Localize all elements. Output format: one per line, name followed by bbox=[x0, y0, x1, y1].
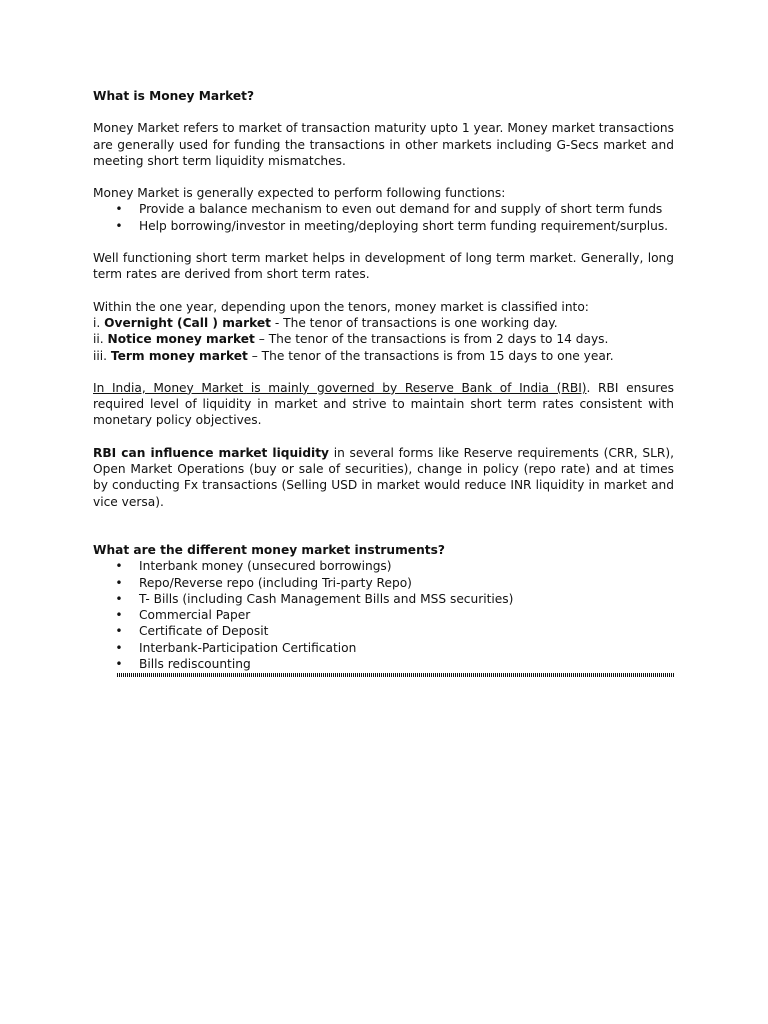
list-item: • Repo/Reverse repo (including Tri-party Repo) bbox=[115, 575, 412, 590]
list-item: • Bills rediscounting bbox=[115, 657, 251, 672]
paragraph-rbi-liquidity: RBI can influence market liquidity in several forms like Reserve requirements (CRR, SLR), Open Market Operations (buy or sale of securities), change in policy (repo rate) and at times by conducting Fx transactions (Selling USD in market would reduce INR liquidity in market and vice versa). bbox=[93, 445, 674, 509]
bullet-icon: • bbox=[115, 218, 123, 233]
list-item: • Interbank money (unsecured borrowings) bbox=[115, 559, 392, 574]
classification-item: i. Overnight (Call ) market - The tenor of transactions is one working day. bbox=[93, 315, 558, 330]
functions-list bbox=[93, 201, 674, 234]
classification-item: ii. Notice money market – The tenor of the transactions is from 2 days to 14 days. bbox=[93, 332, 609, 347]
paragraph-long-term-market: Well functioning short term market helps in development of long term market. Generally, long term rates are derived from short term rates. bbox=[93, 251, 674, 282]
classification-item: iii. Term money market – The tenor of the transactions is from 15 days to one year. bbox=[93, 348, 614, 363]
bullet-icon: • bbox=[115, 559, 123, 574]
bullet-icon: • bbox=[115, 624, 123, 639]
bullet-icon: • bbox=[115, 575, 123, 590]
bullet-icon: • bbox=[115, 608, 123, 623]
list-item: • Certificate of Deposit bbox=[115, 624, 269, 639]
paragraph-definition: Money Market refers to market of transaction maturity upto 1 year. Money market transactions are generally used for funding the transactions in other markets including G-Secs market and meeting short term liquidity mismatches. bbox=[93, 121, 674, 168]
list-item: • Commercial Paper bbox=[115, 608, 251, 623]
heading-instruments: What are the different money market instruments? bbox=[93, 542, 445, 557]
bullet-icon: • bbox=[115, 640, 123, 655]
list-item: • T- Bills (including Cash Management Bills and MSS securities) bbox=[115, 591, 514, 606]
heading-what-is-money-market: What is Money Market? bbox=[93, 89, 255, 103]
document-body bbox=[93, 88, 674, 677]
paragraph-functions-intro: Money Market is generally expected to perform following functions: bbox=[93, 186, 506, 201]
list-item: • Help borrowing/investor in meeting/deploying short term funding requirement/surplus. bbox=[115, 218, 669, 233]
bullet-icon: • bbox=[115, 657, 123, 672]
dotted-divider bbox=[117, 673, 674, 677]
instruments-list bbox=[93, 558, 674, 672]
paragraph-classification-intro: Within the one year, depending upon the tenors, money market is classified into: bbox=[93, 299, 589, 314]
list-item: • Provide a balance mechanism to even out demand for and supply of short term funds bbox=[115, 202, 663, 217]
list-item: • Interbank-Participation Certification bbox=[115, 640, 357, 655]
paragraph-rbi-governance: In India, Money Market is mainly governed by Reserve Bank of India (RBI). RBI ensures required level of liquidity in market and strive to maintain short term rates consistent with monetary policy objectives. bbox=[93, 380, 674, 428]
bullet-icon: • bbox=[115, 591, 123, 606]
bullet-icon: • bbox=[115, 202, 123, 217]
